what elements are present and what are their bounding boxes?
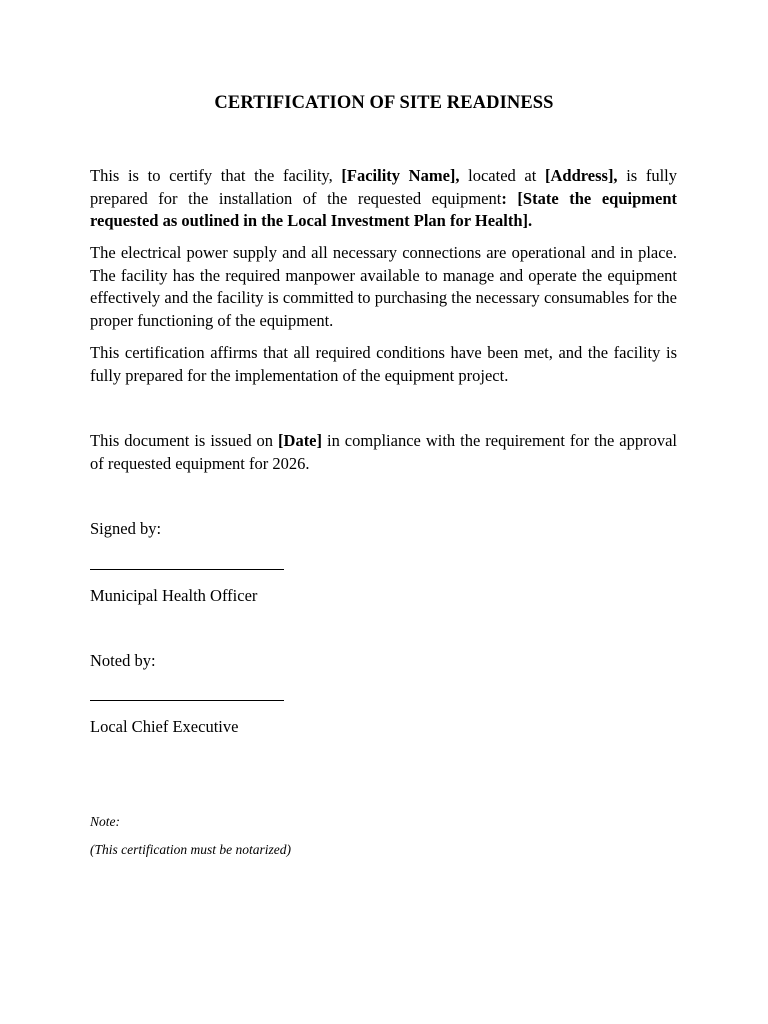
paragraph-text: in compliance with the requirement for the approval of requested equipment for 2026. [90,431,678,473]
signature-line-executive [90,700,284,701]
signature-line-officer [90,569,284,570]
noter-title: Local Chief Executive [90,717,239,736]
signatory-title: Municipal Health Officer [90,586,258,605]
paragraph-power-supply: The electrical power supply and all necessary connections are operational and in place. The facility has the required manpower available to manage and operate the equipment effectively and the facility is committed to purchasing the necessary consumables for the proper functioning of the equipment. [90,243,677,330]
paragraph-text: located at [459,166,545,185]
note-label: Note: [90,814,120,829]
signed-by-label: Signed by: [90,519,162,538]
paragraph-certification [90,165,677,233]
noted-by-label: Noted by: [90,651,156,670]
note-text: (This certification must be notarized) [90,842,291,857]
document-title: CERTIFICATION OF SITE READINESS [214,93,554,113]
paragraph-text: is fully prepared for the installation of the requested equipment [90,166,678,208]
equipment-placeholder: : [State the equipment requested as outlined in the Local Investment Plan for Health]. [90,188,677,230]
paragraph-issue-date [90,430,677,475]
paragraph-text: This is to certify that the facility, [90,166,342,185]
address-placeholder: [Address], [544,166,618,185]
facility-name-placeholder: [Facility Name], [341,166,460,185]
paragraph-text: This document is issued on [90,431,279,450]
paragraph-affirmation: This certification affirms that all required conditions have been met, and the facility is fully prepared for the implementation of the equipment project. [90,343,677,385]
date-placeholder: [Date] [278,431,323,450]
